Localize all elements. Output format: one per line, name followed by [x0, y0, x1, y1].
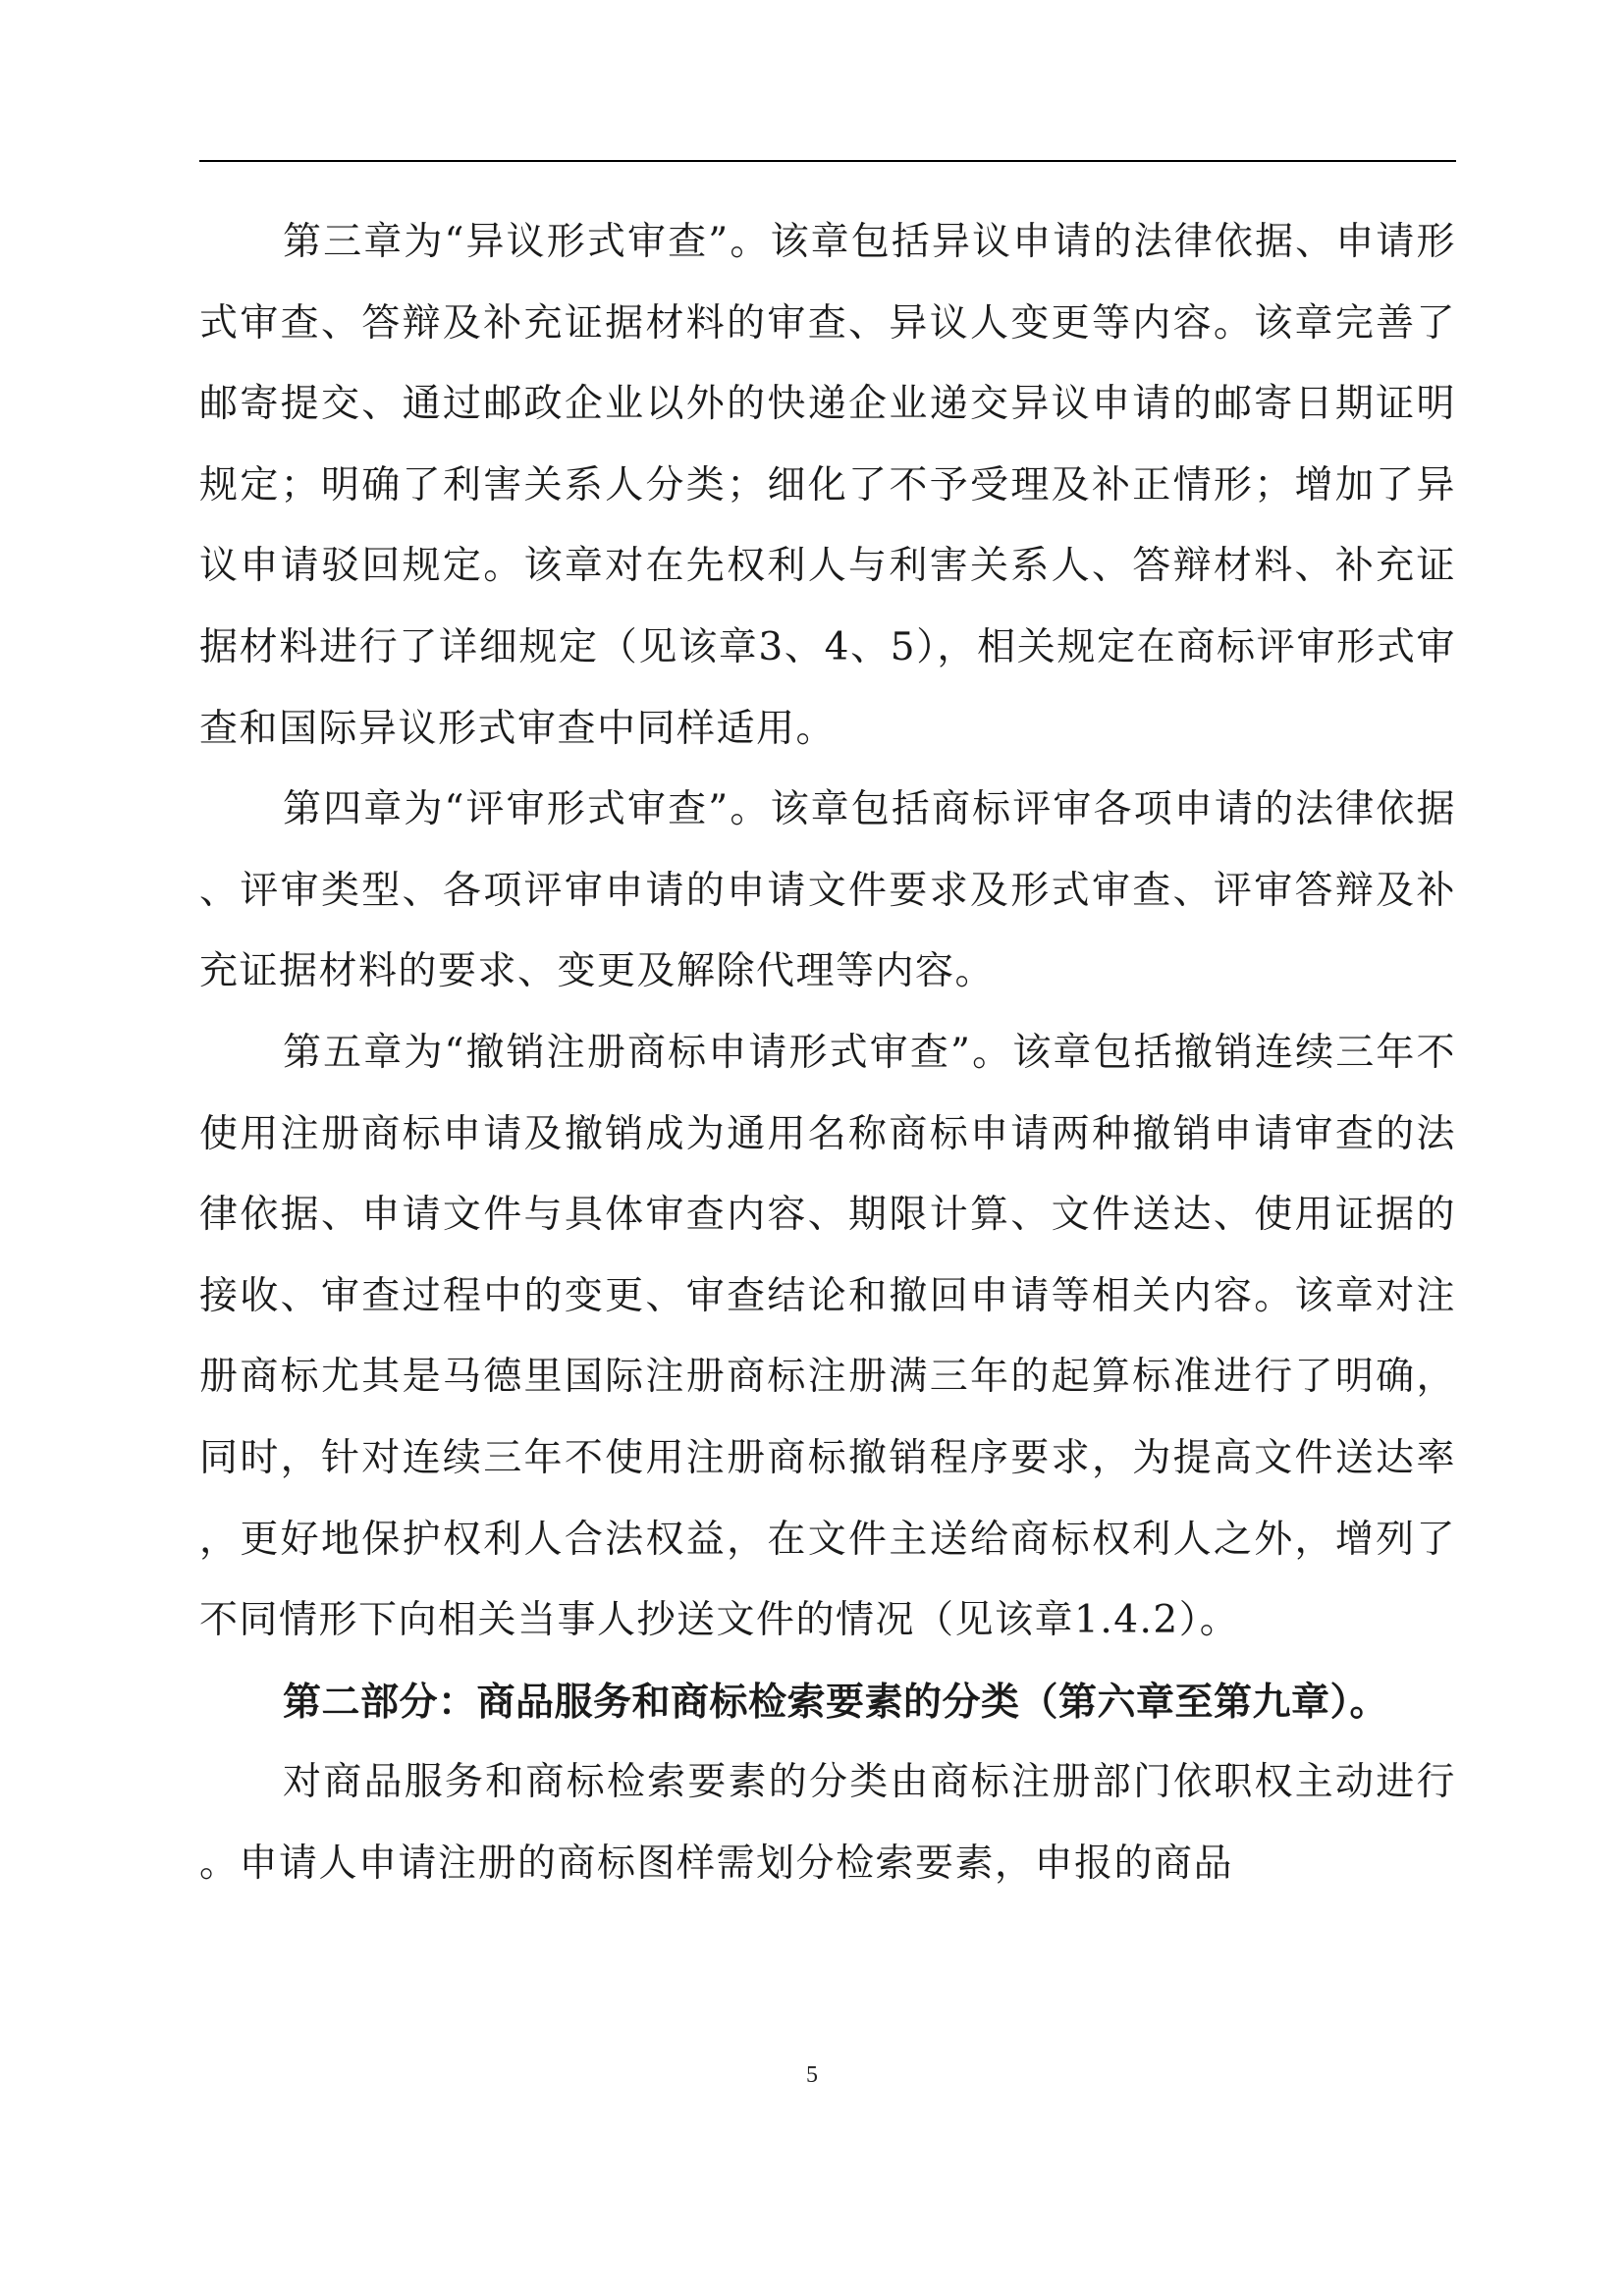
body-text [199, 202, 1456, 1904]
section-heading-part-two: 第二部分：商品服务和商标检索要素的分类（第六章至第九章）。 [283, 1679, 1389, 1725]
paragraph-chapter-three: 第三章为“异议形式审查”。该章包括异议申请的法律依据、申请形式审查、答辩及补充证据材料的审查、异议人变更等内容。该章完善了邮寄提交、通过邮政企业以外的快递企业递交异议申请的邮寄日期证明规定；明确了利害关系人分类；细化了不予受理及补正情形；增加了异议申请驳回规定。该章对在先权利人与利害关系人、答辩材料、补充证据材料进行了详细规定（见该章3、4、5），相关规定在商标评审形式审查和国际异议形式审查中同样适用。 [199, 220, 1456, 751]
header-rule [199, 160, 1456, 162]
page-number: 5 [806, 2062, 818, 2088]
paragraph-classification: 对商品服务和商标检索要素的分类由商标注册部门依职权主动进行。申请人申请注册的商标图样需划分检索要素，申报的商品 [199, 1760, 1456, 1886]
paragraph-chapter-five: 第五章为“撤销注册商标申请形式审查”。该章包括撤销连续三年不使用注册商标申请及撤销成为通用名称商标申请两种撤销申请审查的法律依据、申请文件与具体审查内容、期限计算、文件送达、使用证据的接收、审查过程中的变更、审查结论和撤回申请等相关内容。该章对注册商标尤其是马德里国际注册商标注册满三年的起算标准进行了明确，同时，针对连续三年不使用注册商标撤销程序要求，为提高文件送达率，更好地保护权利人合法权益，在文件主送给商标权利人之外，增列了不同情形下向相关当事人抄送文件的情况（见该章1.4.2）。 [199, 1030, 1456, 1643]
paragraph-chapter-four: 第四章为“评审形式审查”。该章包括商标评审各项申请的法律依据、评审类型、各项评审申请的申请文件要求及形式审查、评审答辩及补充证据材料的要求、变更及解除代理等内容。 [199, 787, 1456, 994]
